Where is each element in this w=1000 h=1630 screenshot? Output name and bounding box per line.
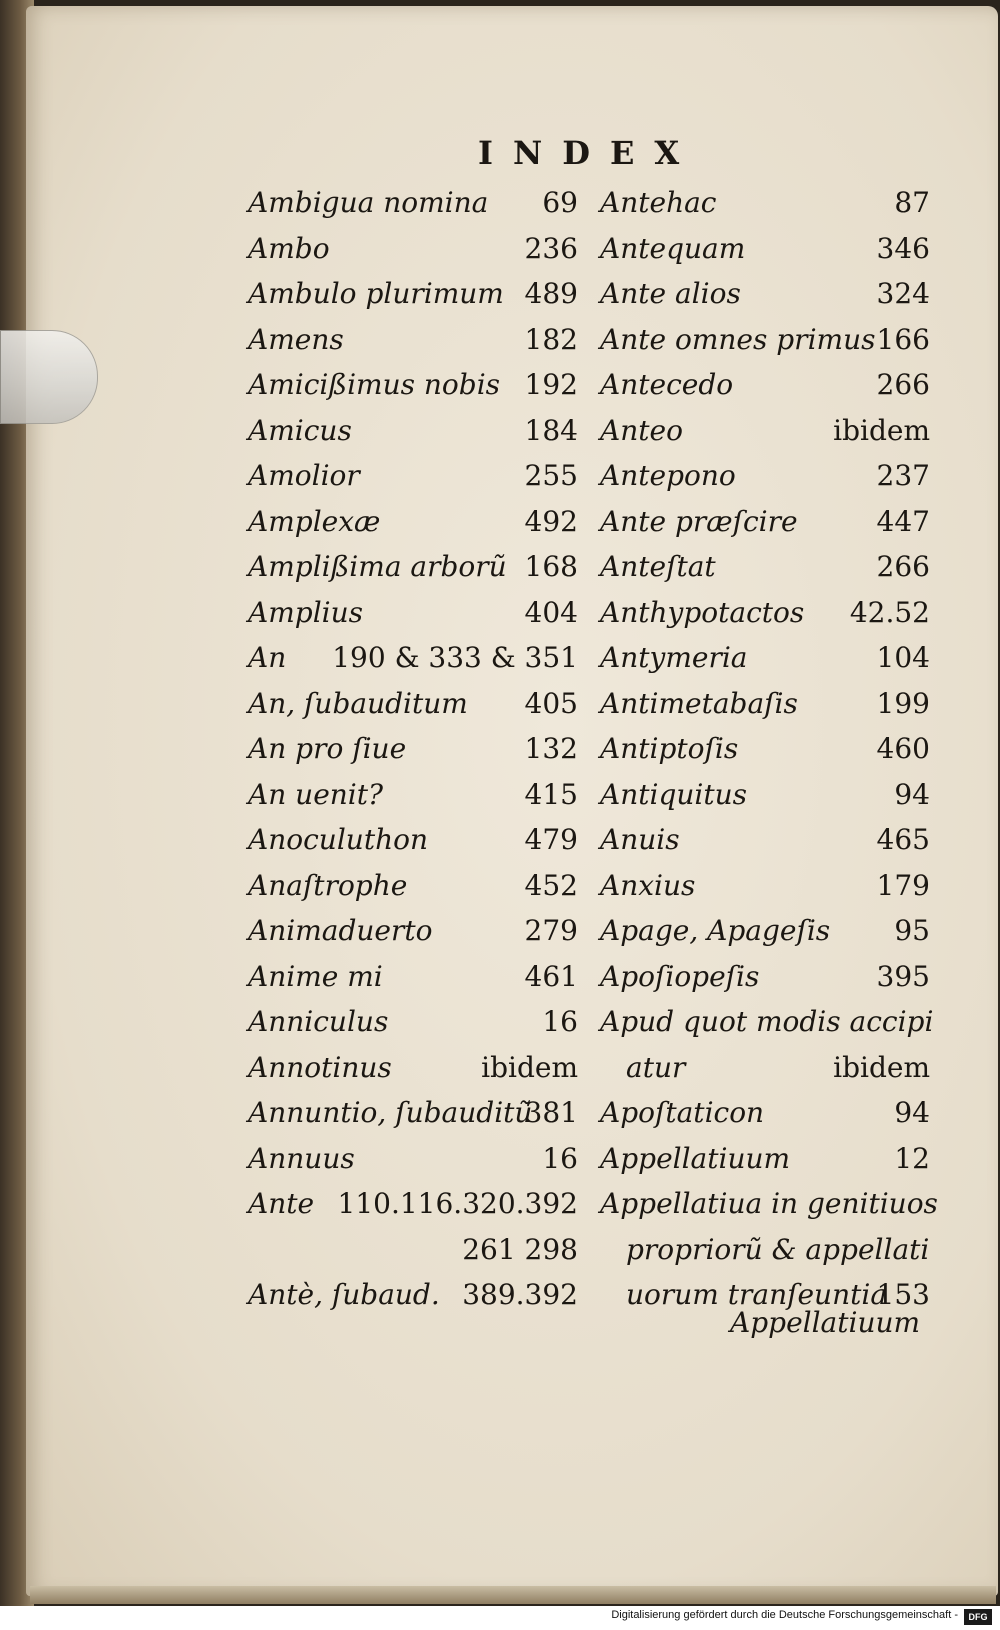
- index-term: Antiptoſis: [600, 732, 739, 765]
- index-term: Ante omnes primus: [600, 322, 876, 356]
- index-entry: [248, 1051, 578, 1097]
- index-column-right: [600, 186, 938, 1324]
- index-entry: [248, 732, 578, 778]
- index-term: Anteſtat: [600, 550, 716, 583]
- index-entry: [248, 960, 578, 1006]
- page-reference: 266: [876, 368, 930, 401]
- page-reference: 389.392: [462, 1278, 578, 1311]
- index-term: Amplißima arborũ: [248, 550, 507, 583]
- index-term: An pro ſiue: [248, 732, 407, 765]
- index-term: Ambo: [248, 231, 330, 265]
- page-reference: 489: [524, 277, 578, 310]
- index-term: Ante: [248, 1187, 315, 1220]
- index-entry: [600, 778, 930, 824]
- index-term: Anime mi: [248, 959, 383, 993]
- index-entry: [248, 368, 578, 414]
- footer-credit: Digitalisierung gefördert durch die Deutsche Forschungsgemeinschaft -: [611, 1609, 958, 1621]
- page-reference: 492: [524, 504, 578, 538]
- index-term: Appellatiuum: [600, 1141, 791, 1175]
- index-entry: [600, 1142, 930, 1188]
- index-term: Amplexæ: [248, 504, 381, 538]
- index-entry: [600, 186, 930, 232]
- dfg-logo-icon: DFG: [964, 1609, 992, 1625]
- index-term: Amens: [248, 322, 344, 356]
- index-term: Apud quot modis accipi: [600, 1005, 934, 1038]
- index-term: Appellatiua in genitiuos: [600, 1187, 938, 1220]
- index-entry: [600, 687, 930, 733]
- page-reference: 324: [876, 277, 930, 310]
- index-entry: [600, 960, 930, 1006]
- page-reference: ibidem: [481, 1050, 578, 1084]
- page-reference: 452: [524, 868, 578, 902]
- index-term: Anxius: [600, 868, 696, 902]
- page-bottom-edge: [30, 1586, 996, 1604]
- page-reference: 461: [524, 959, 578, 993]
- page-reference: 110.116.320.392: [337, 1187, 578, 1220]
- index-term: Antè, ſubaud.: [248, 1278, 440, 1311]
- page-reference: 94: [894, 1096, 930, 1129]
- page-reference: 415: [524, 777, 578, 811]
- index-term: Antymeria: [600, 641, 748, 674]
- index-entry: [600, 641, 930, 687]
- index-column-left: [248, 186, 578, 1324]
- page-reference: ibidem: [833, 1050, 930, 1084]
- index-term: Anaſtrophe: [248, 868, 408, 902]
- index-entry: [248, 1278, 578, 1324]
- index-term: Anthypotactos: [600, 595, 805, 629]
- page-reference: 255: [524, 459, 578, 492]
- index-term: Antepono: [600, 459, 736, 492]
- page-reference: 12: [894, 1141, 930, 1175]
- index-entry: [248, 186, 578, 232]
- index-term: Apoſtaticon: [600, 1096, 765, 1129]
- page-reference: 192: [524, 368, 578, 401]
- index-entry: [600, 1005, 934, 1051]
- page-reference: 346: [876, 231, 930, 265]
- index-term: uorum tranſeuntia: [626, 1278, 888, 1311]
- page-reference: 16: [542, 1141, 578, 1175]
- page-reference: 190 & 333 & 351: [332, 641, 578, 674]
- index-term: Ante alios: [600, 277, 741, 310]
- index-entry: [600, 1096, 930, 1142]
- index-entry: [248, 641, 578, 687]
- index-entry: [600, 732, 930, 778]
- index-term: Ambulo plurimum: [248, 277, 504, 310]
- page-reference: 69: [542, 186, 578, 219]
- page-reference: 236: [524, 231, 578, 265]
- index-term: Amolior: [248, 459, 360, 492]
- index-entry: [248, 232, 578, 278]
- page-reference: 153: [876, 1278, 930, 1311]
- index-entry: [248, 323, 578, 369]
- page-reference: 237: [876, 459, 930, 492]
- index-entry: [600, 1187, 938, 1233]
- index-term: Antecedo: [600, 368, 734, 401]
- index-entry: [248, 550, 578, 596]
- page-reference: 279: [524, 914, 578, 947]
- page-reference: 266: [876, 550, 930, 583]
- page-reference: 405: [524, 686, 578, 720]
- index-entry: [600, 459, 930, 505]
- index-term: propriorũ & appellati: [626, 1232, 930, 1266]
- page-reference: 179: [876, 868, 930, 902]
- index-entry: [248, 687, 578, 733]
- index-entry: [248, 1233, 578, 1279]
- page-clip: [0, 330, 98, 424]
- index-entry: [600, 505, 930, 551]
- index-term: Anuis: [600, 823, 680, 856]
- index-term: Anteo: [600, 413, 683, 447]
- page-reference: 94: [894, 777, 930, 811]
- index-entry: [600, 596, 930, 642]
- index-entry: [600, 232, 930, 278]
- catchword: Appellatiuum: [730, 1306, 921, 1339]
- index-entry: [248, 823, 578, 869]
- index-term: Antequam: [600, 231, 746, 265]
- index-entry: [600, 1051, 930, 1097]
- index-term: Animaduerto: [248, 914, 433, 947]
- page-reference: 199: [876, 686, 930, 720]
- index-entry: [600, 869, 930, 915]
- page-reference: 381: [524, 1096, 578, 1129]
- index-entry: [600, 277, 930, 323]
- index-term: An uenit?: [248, 777, 384, 811]
- index-entry: [248, 505, 578, 551]
- index-term: Antimetabaſis: [600, 686, 798, 720]
- page-reference: 95: [894, 914, 930, 947]
- page-reference: 104: [876, 641, 930, 674]
- page-reference: 16: [542, 1005, 578, 1038]
- index-entry: [248, 1142, 578, 1188]
- page-reference: 87: [894, 186, 930, 219]
- index-entry: [248, 778, 578, 824]
- index-term: Apoſiopeſis: [600, 959, 760, 993]
- footer-bar: [0, 1606, 1000, 1630]
- index-term: Ante præſcire: [600, 504, 798, 538]
- index-entry: [248, 596, 578, 642]
- index-term: Anniculus: [248, 1005, 389, 1038]
- page-reference: 261 298: [462, 1232, 578, 1266]
- index-term: Antehac: [600, 186, 717, 219]
- index-term: An, ſubauditum: [248, 686, 468, 720]
- index-term: Amplius: [248, 595, 364, 629]
- index-term: Apage, Apageſis: [600, 914, 831, 947]
- index-entry: [248, 914, 578, 960]
- page-reference: 479: [524, 823, 578, 856]
- page-heading: INDEX: [478, 134, 700, 172]
- index-entry: [600, 414, 930, 460]
- index-term: Annotinus: [248, 1050, 392, 1084]
- index-entry: [600, 323, 930, 369]
- index-entry: [248, 459, 578, 505]
- page-reference: 132: [524, 732, 578, 765]
- page-reference: 168: [524, 550, 578, 583]
- index-entry: [600, 550, 930, 596]
- index-entry: [600, 1233, 930, 1279]
- index-entry: [600, 823, 930, 869]
- index-term: Amicißimus nobis: [248, 368, 501, 401]
- page-reference: ibidem: [833, 413, 930, 447]
- page-reference: 395: [876, 959, 930, 993]
- page-reference: 404: [524, 595, 578, 629]
- page-reference: 460: [876, 732, 930, 765]
- index-entry: [248, 414, 578, 460]
- page-reference: 166: [876, 322, 930, 356]
- index-entry: [248, 277, 578, 323]
- page-reference: 447: [876, 504, 930, 538]
- index-entry: [248, 1187, 578, 1233]
- index-term: Antiquitus: [600, 777, 748, 811]
- page-reference: 184: [524, 413, 578, 447]
- index-term: Amicus: [248, 413, 352, 447]
- index-term: Ambigua nomina: [248, 186, 489, 219]
- index-term: An: [248, 641, 287, 674]
- index-term: atur: [626, 1050, 686, 1084]
- index-term: Annuus: [248, 1141, 355, 1175]
- index-term: Anoculuthon: [248, 823, 428, 856]
- page-reference: 182: [524, 322, 578, 356]
- index-entry: [600, 914, 930, 960]
- index-entry: [248, 869, 578, 915]
- index-entry: [248, 1005, 578, 1051]
- page-reference: 42.52: [849, 595, 930, 629]
- index-term: Annuntio, ſubauditũ: [248, 1096, 533, 1129]
- index-entry: [248, 1096, 578, 1142]
- page-reference: 465: [876, 823, 930, 856]
- index-entry: [600, 368, 930, 414]
